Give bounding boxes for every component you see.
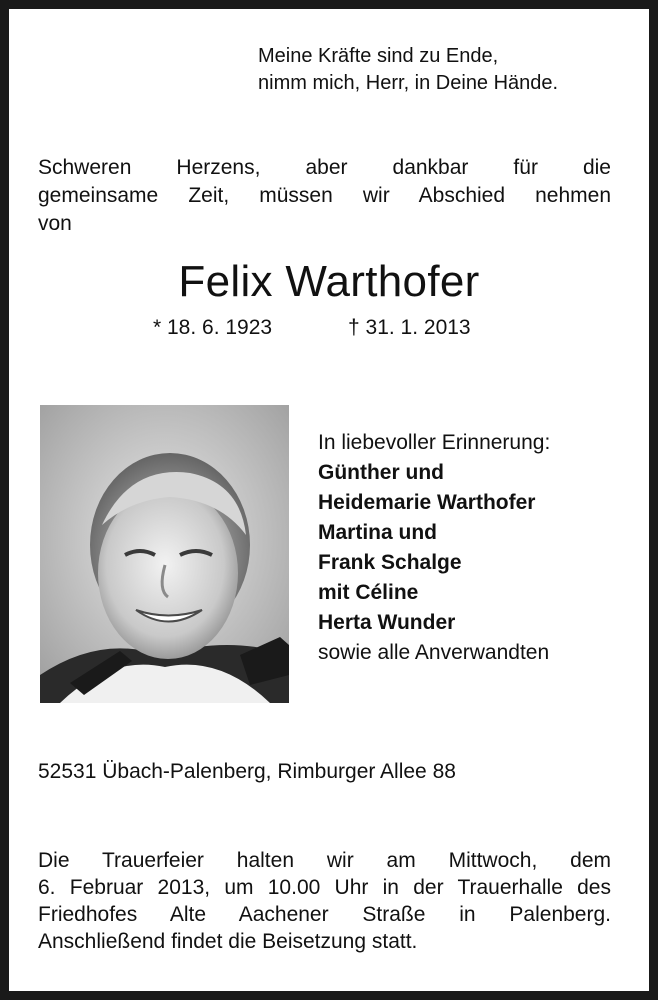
mourners-block: [318, 428, 550, 668]
ceremony-line: Anschließend findet die Beisetzung statt.: [38, 930, 418, 953]
intro-line: Schweren Herzens, aber dankbar für die: [38, 156, 611, 179]
mourners-heading: In liebevoller Erinnerung:: [318, 431, 551, 454]
mourner-name: Frank Schalge: [318, 551, 462, 574]
birth-date: * 18. 6. 1923: [153, 316, 273, 339]
intro-text: [38, 154, 611, 238]
mourners-footer: sowie alle Anverwandten: [318, 641, 550, 664]
portrait-photo: [40, 405, 289, 703]
mourner-name: Günther und: [318, 461, 444, 484]
deceased-name: Felix Warthofer: [178, 257, 480, 306]
mourner-name: Heidemarie Warthofer: [318, 491, 536, 514]
death-date: † 31. 1. 2013: [348, 316, 471, 339]
verse-line: nimm mich, Herr, in Deine Hände.: [258, 72, 559, 94]
ceremony-text: [38, 847, 611, 955]
mourner-name: Martina und: [318, 521, 437, 544]
obituary-notice: [9, 9, 649, 991]
ceremony-line: 6. Februar 2013, um 10.00 Uhr in der Trauerhalle des: [38, 876, 611, 899]
intro-line: gemeinsame Zeit, müssen wir Abschied nehmen: [38, 184, 611, 207]
mourner-name: Herta Wunder: [318, 611, 456, 634]
mourner-name: mit Céline: [318, 581, 419, 604]
intro-line: von: [38, 212, 72, 235]
ceremony-line: Friedhofes Alte Aachener Straße in Palenberg.: [38, 903, 611, 926]
memorial-verse: [258, 43, 558, 97]
verse-line: Meine Kräfte sind zu Ende,: [258, 45, 499, 67]
family-address: 52531 Übach-Palenberg, Rimburger Allee 88: [38, 760, 456, 783]
ceremony-line: Die Trauerfeier halten wir am Mittwoch, dem: [38, 849, 611, 872]
